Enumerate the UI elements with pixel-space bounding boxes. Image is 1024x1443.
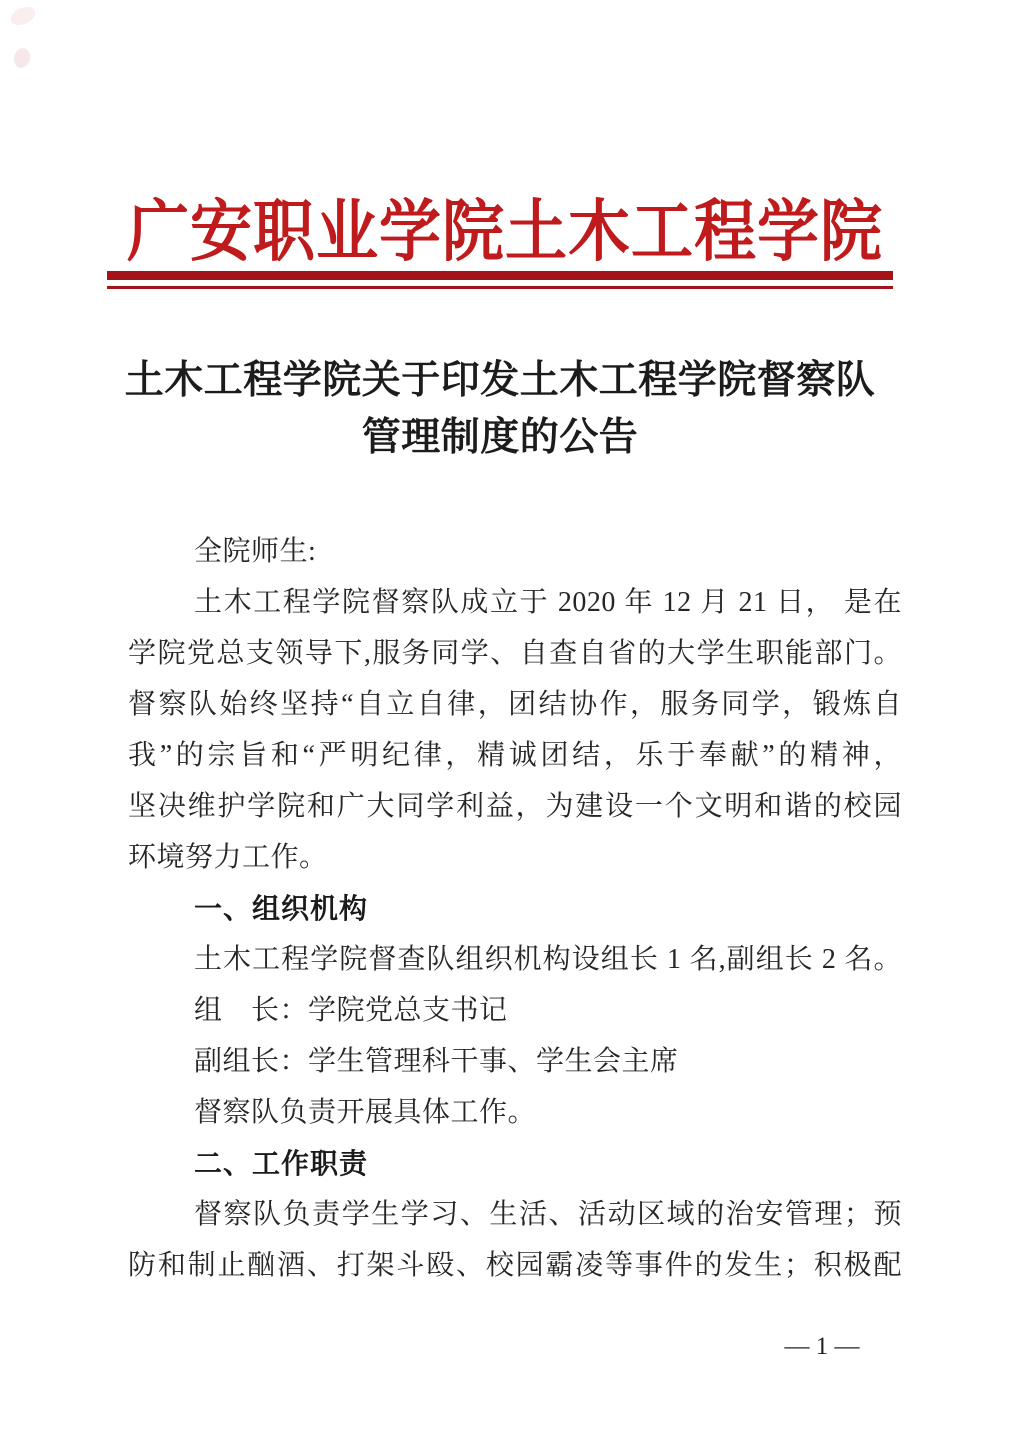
paragraph-line: 防和制止酗酒、打架斗殴、校园霸凌等事件的发生；积极配	[128, 1250, 902, 1281]
leader-role-line: 组 长：学院党总支书记	[194, 995, 508, 1026]
document-title-line1: 土木工程学院关于印发土木工程学院督察队	[124, 359, 876, 402]
paragraph-line: 督察队负责开展具体工作。	[194, 1097, 537, 1128]
paragraph-line: 督察队负责学生学习、生活、活动区域的治安管理；预	[194, 1199, 902, 1230]
section-heading-2: 二、工作职责	[194, 1148, 369, 1179]
masthead-rule-thin	[107, 286, 893, 289]
masthead-rule-thick	[107, 271, 893, 280]
paragraph-line: 学院党总支领导下,服务同学、自查自省的大学生职能部门。	[128, 638, 902, 669]
document-title	[0, 352, 1000, 466]
scan-artifact-mark	[12, 46, 33, 69]
section-heading-1: 一、组织机构	[194, 893, 369, 924]
document-title-line2: 管理制度的公告	[361, 416, 639, 459]
page-number: — 1 —	[784, 1333, 860, 1360]
paragraph-line: 督察队始终坚持“自立自律，团结协作，服务同学，锻炼自	[128, 689, 902, 720]
paragraph-line: 坚决维护学院和广大同学利益，为建设一个文明和谐的校园	[128, 791, 902, 822]
document-body	[128, 526, 902, 1291]
paragraph-line: 我”的宗旨和“严明纪律，精诚团结，乐于奉献”的精神，	[128, 740, 902, 771]
masthead-title: 广安职业学院土木工程学院	[126, 196, 883, 270]
paragraph-line: 环境努力工作。	[128, 842, 328, 873]
salutation-line: 全院师生:	[194, 536, 317, 567]
scan-artifact-mark	[8, 3, 38, 28]
deputy-role-line: 副组长：学生管理科干事、学生会主席	[194, 1046, 679, 1077]
paragraph-line: 土木工程学院督察队成立于 2020 年 12 月 21 日， 是在	[194, 587, 902, 618]
paragraph-line: 土木工程学院督查队组织机构设组长 1 名,副组长 2 名。	[194, 944, 902, 975]
